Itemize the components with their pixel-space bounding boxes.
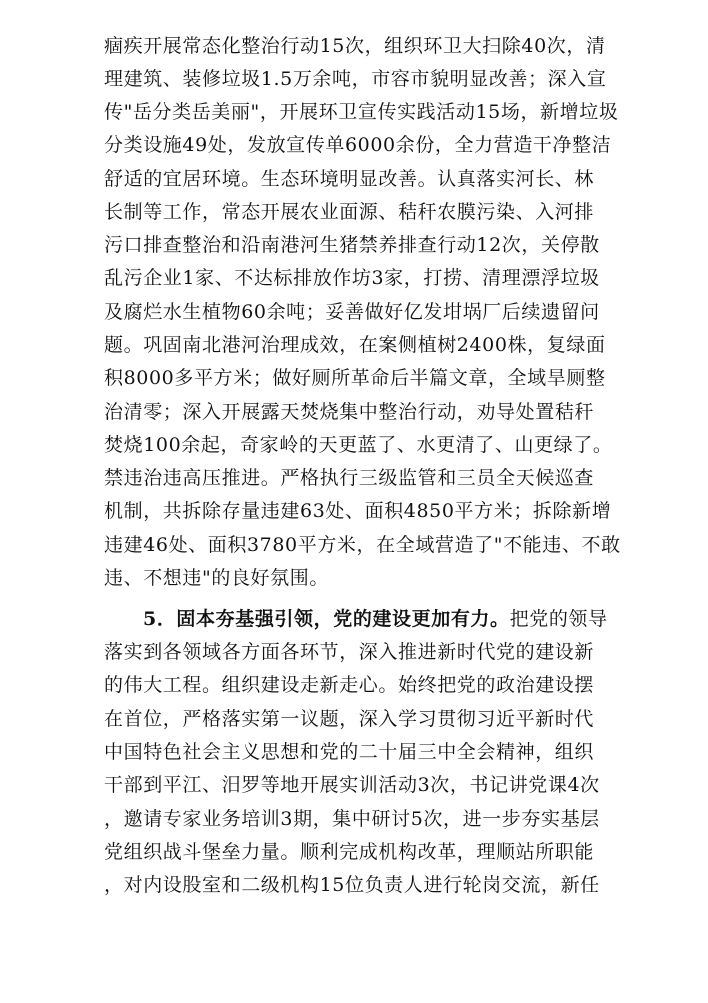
paragraph-line: 党组织战斗堡垒力量。顺利完成机构改革，理顺站所职能 [104, 841, 595, 863]
paragraph-line: 污口排查整治和沿南港河生猪禁养排查行动12次，关停散 [104, 234, 600, 256]
paragraph-line: 干部到平江、汨罗等地开展实训活动3次，书记讲党课4次 [104, 774, 600, 796]
section-5-heading: 5．固本夯基强引领，党的建设更加有力。 [143, 608, 510, 630]
paragraph-line: 落实到各领域各方面各环节，深入推进新时代党的建设新 [104, 641, 595, 663]
paragraph-line: 长制等工作，常态开展农业面源、秸秆农膜污染、入河排 [104, 201, 595, 223]
paragraph-line: 传"岳分类岳美丽"，开展环卫宣传实践活动15场，新增垃圾 [104, 101, 619, 123]
paragraph-line: 理建筑、装修垃圾1.5万余吨，市容市貌明显改善；深入宣 [104, 68, 607, 90]
paragraph-line: 题。巩固南北港河治理成效，在案侧植树2400株，复绿面 [104, 334, 606, 356]
section-5-first-line [143, 603, 614, 635]
paragraph-line: 中国特色社会主义思想和党的二十届三中全会精神，组织 [104, 741, 595, 763]
paragraph-line: ，对内设股室和二级机构15位负责人进行轮岗交流，新任 [104, 874, 600, 896]
paragraph-line: 机制，共拆除存量违建63处、面积4850平方米；拆除新增 [104, 500, 612, 522]
paragraph-line: 积8000多平方米；做好厕所革命后半篇文章，全域旱厕整 [104, 367, 606, 389]
paragraph-line: 的伟大工程。组织建设走新走心。始终把党的政治建设摆 [104, 674, 595, 696]
paragraph-line: 禁违治违高压推进。严格执行三级监管和三员全天候巡查 [104, 467, 595, 489]
paragraph-line: 治清零；深入开展露天焚烧集中整治行动，劝导处置秸秆 [104, 401, 595, 423]
paragraph-line: 焚烧100余起，奇家岭的天更蓝了、水更清了、山更绿了。 [104, 434, 613, 456]
paragraph-line: 分类设施49处，发放宣传单6000余份，全力营造干净整洁 [104, 134, 612, 156]
paragraph-line: 在首位，严格落实第一议题，深入学习贯彻习近平新时代 [104, 708, 595, 730]
paragraph-line: ，邀请专家业务培训3期，集中研讨5次，进一步夯实基层 [104, 808, 600, 830]
paragraph-line: 违建46处、面积3780平方米，在全域营造了"不能违、不敢 [104, 534, 621, 556]
paragraph-line: 舒适的宜居环境。生态环境明显改善。认真落实河长、林 [104, 168, 595, 190]
paragraph-line: 违、不想违"的良好氛围。 [104, 567, 329, 589]
section-5-heading-tail: 把党的领导 [509, 608, 608, 630]
paragraph-line: 及腐烂水生植物60余吨；妥善做好亿发坩埚厂后续遗留问 [104, 301, 600, 323]
paragraph-line: 痼疾开展常态化整治行动15次，组织环卫大扫除40次，清 [104, 35, 606, 57]
paragraph-line: 乱污企业1家、不达标排放作坊3家，打捞、清理漂浮垃圾 [104, 267, 600, 289]
